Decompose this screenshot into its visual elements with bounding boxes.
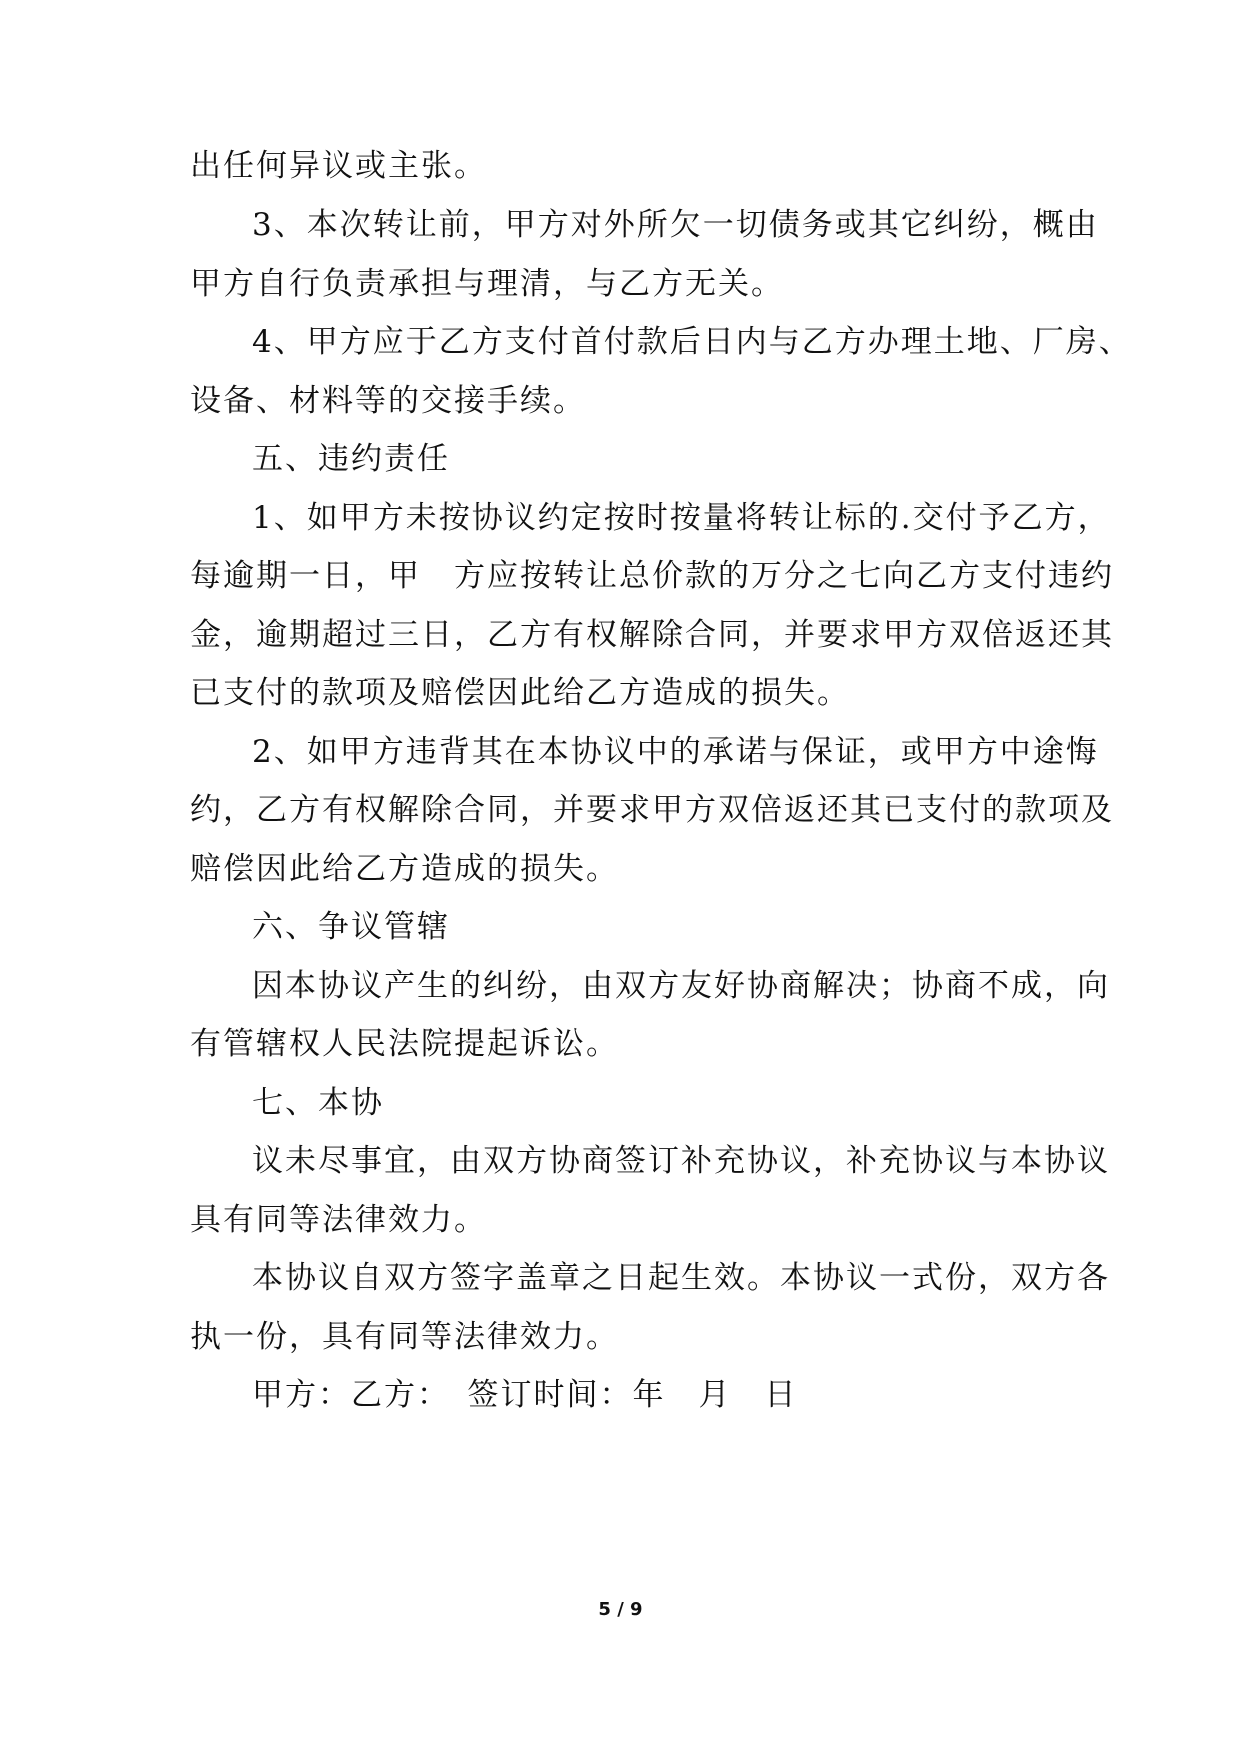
body-text-line: 执一份，具有同等法律效力。 [190,1319,619,1355]
body-text-line: 设备、材料等的交接手续。 [190,383,586,419]
body-text-line: 金，逾期超过三日，乙方有权解除合同，并要求甲方双倍返还其 [190,617,1114,653]
body-text-line: 1、如甲方未按协议约定按时按量将转让标的.交付予乙方， [252,500,1111,536]
body-text-line: 每逾期一日，甲 方应按转让总价款的万分之七向乙方支付违约 [190,558,1114,594]
section-heading: 七、本协 [252,1085,384,1121]
section-heading: 五、违约责任 [252,441,450,477]
section-heading: 六、争议管辖 [252,909,450,945]
page-number: 5 / 9 [598,1599,643,1620]
body-text-line: 具有同等法律效力。 [190,1202,487,1238]
body-text-line: 2、如甲方违背其在本协议中的承诺与保证，或甲方中途悔 [252,734,1099,770]
body-text-line: 甲方自行负责承担与理清，与乙方无关。 [190,266,784,302]
body-text-line: 赔偿因此给乙方造成的损失。 [190,851,619,887]
body-text-line: 本协议自双方签字盖章之日起生效。本协议一式份，双方各 [252,1260,1110,1296]
body-text-line: 有管辖权人民法院提起诉讼。 [190,1026,619,1062]
signature-line: 甲方：乙方： 签订时间：年 月 日 [252,1377,798,1413]
body-text-line: 3、本次转让前，甲方对外所欠一切债务或其它纠纷，概由 [252,207,1099,243]
body-text-line: 出任何异议或主张。 [190,148,487,184]
body-text-line: 因本协议产生的纠纷，由双方友好协商解决；协商不成，向 [252,968,1110,1004]
body-text-line: 4、甲方应于乙方支付首付款后日内与乙方办理土地、厂房、 [252,324,1132,360]
body-text-line: 已支付的款项及赔偿因此给乙方造成的损失。 [190,675,850,711]
body-text-line: 议未尽事宜，由双方协商签订补充协议，补充协议与本协议 [252,1143,1110,1179]
body-text-line: 约，乙方有权解除合同，并要求甲方双倍返还其已支付的款项及 [190,792,1114,828]
